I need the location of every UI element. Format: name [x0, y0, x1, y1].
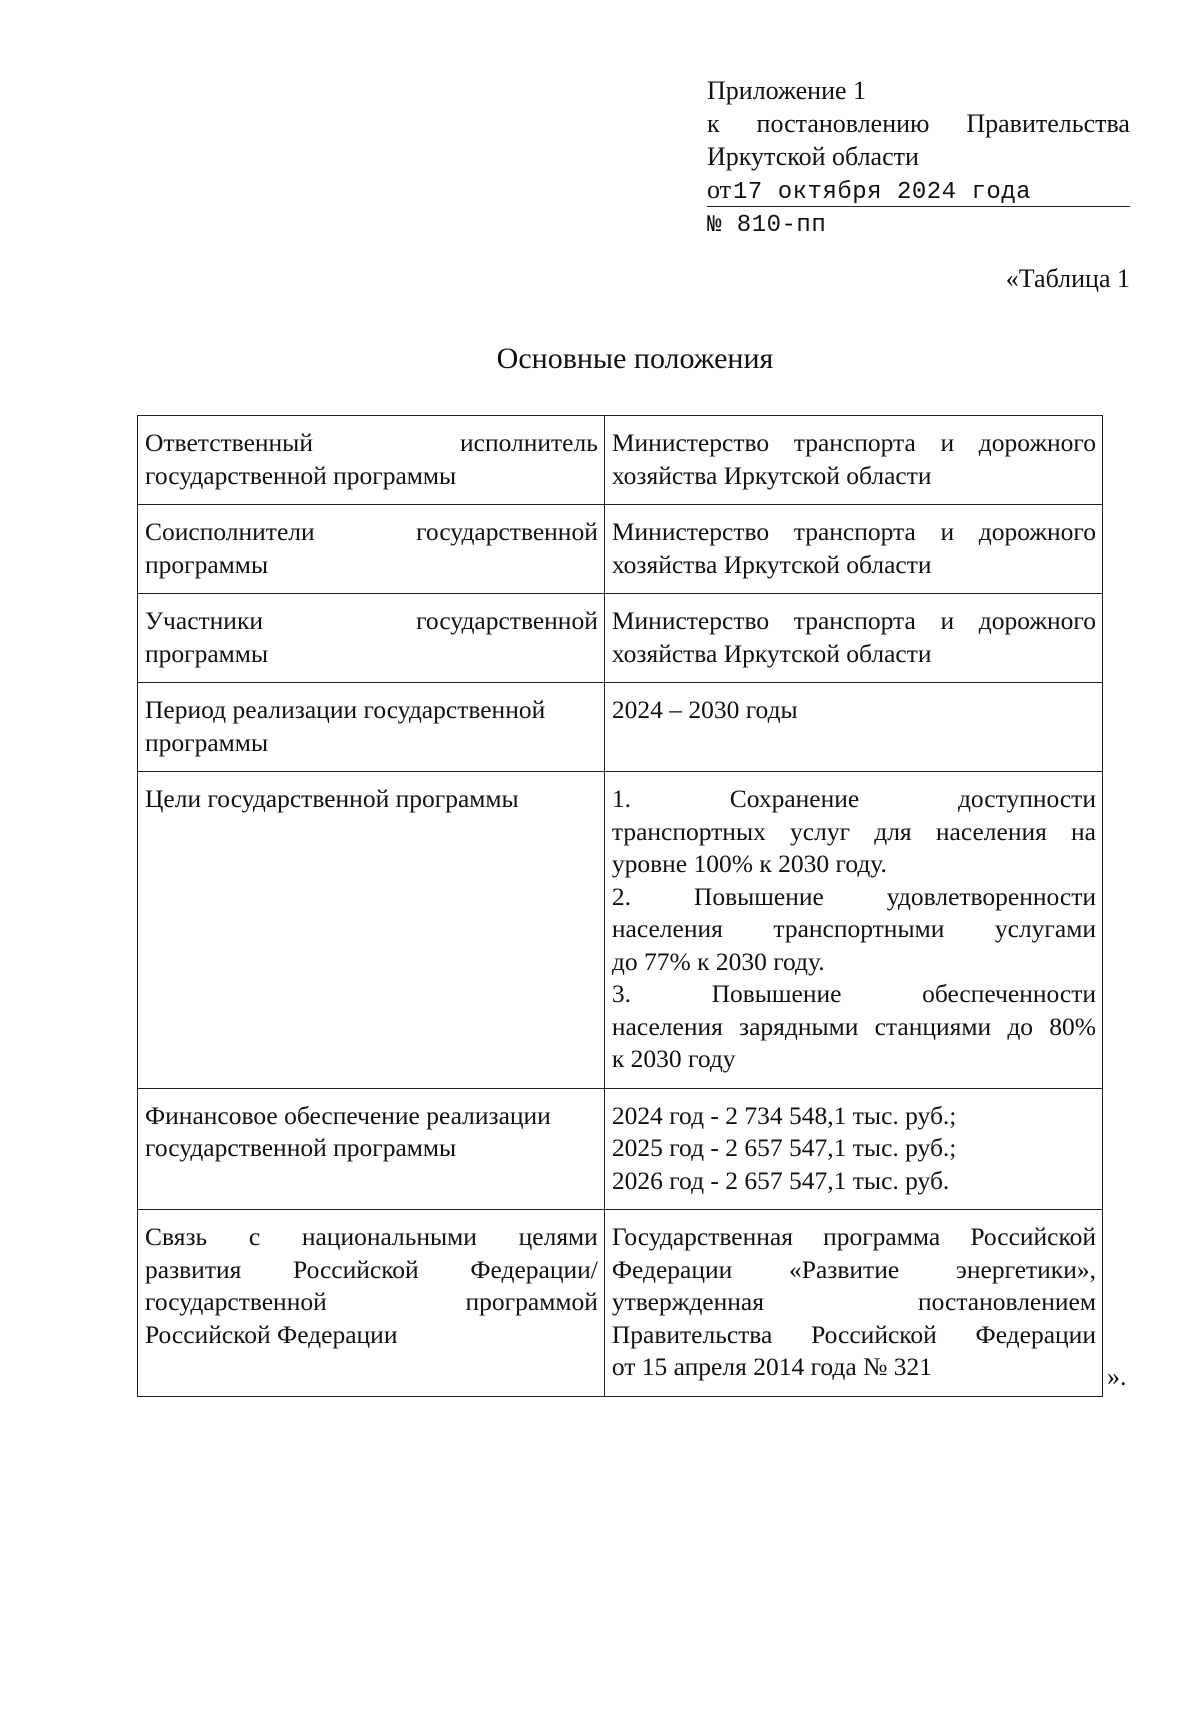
word: постановлением: [917, 1287, 1096, 1316]
word: Участники: [145, 606, 263, 635]
word: развития: [145, 1254, 242, 1284]
cell-line: [612, 1221, 1096, 1254]
word: «Развитие: [789, 1254, 900, 1284]
word: на: [1071, 816, 1096, 846]
word: 2.: [611, 881, 631, 911]
word: зарядными: [739, 1011, 859, 1041]
word: Государственная: [611, 1222, 793, 1251]
word: Российской: [811, 1319, 937, 1349]
table-cell: [138, 594, 605, 683]
cell-line: [612, 816, 1096, 849]
word: к: [707, 109, 720, 138]
word: исполнитель: [460, 428, 598, 457]
table-cell: [138, 772, 605, 1089]
word: транспорта: [793, 606, 916, 635]
word: Повышение: [711, 979, 842, 1008]
word: государственной: [416, 606, 598, 635]
table-cell: [604, 1210, 1102, 1397]
cell-line: программы: [145, 727, 269, 757]
word: и: [940, 606, 955, 635]
appendix-line: Приложение 1: [707, 76, 867, 105]
word: населения: [935, 816, 1047, 846]
table-cell: [604, 416, 1102, 505]
word: Федерации: [975, 1319, 1096, 1349]
table-row: [138, 1088, 1103, 1210]
word: с: [248, 1222, 261, 1251]
cell-line: государственной программы: [145, 1133, 457, 1162]
table-cell: [604, 594, 1102, 683]
word: Связь: [145, 1222, 208, 1251]
cell-line: [145, 605, 598, 638]
cell-line: Цели государственной программы: [145, 784, 519, 813]
cell-line: Российской Федерации: [145, 1319, 398, 1349]
table-row: [138, 416, 1103, 505]
table-row: [138, 772, 1103, 1089]
financing-line: 2025 год - 2 657 547,1 тыс. руб.;: [611, 1133, 957, 1162]
cell-line: уровне 100% к 2030 году.: [611, 849, 887, 878]
word: транспортными: [773, 914, 945, 943]
word: обеспеченности: [922, 979, 1096, 1008]
cell-line: [145, 1286, 598, 1319]
table-label: «Таблица 1: [1005, 264, 1130, 293]
appendix-line: Иркутской области: [707, 142, 919, 171]
word: Российской: [293, 1254, 419, 1284]
word: целями: [518, 1222, 598, 1251]
word: дорожного: [978, 606, 1096, 635]
cell-line: [612, 516, 1096, 549]
word: для: [874, 816, 912, 846]
word: государственной: [145, 1287, 327, 1316]
word: Министерство: [611, 606, 770, 635]
goal-item: [612, 978, 1096, 1076]
cell-line: [612, 1319, 1096, 1352]
cell-line: [612, 1286, 1096, 1319]
word: услуг: [790, 816, 851, 846]
word: дорожного: [978, 428, 1096, 457]
cell-line: хозяйства Иркутской области: [611, 460, 932, 490]
word: 3.: [611, 979, 631, 1008]
cell-line: [612, 1011, 1096, 1044]
word: 80%: [1049, 1011, 1096, 1041]
cell-line: [145, 1221, 598, 1254]
cell-line: [145, 516, 598, 549]
word: Министерство: [611, 428, 770, 457]
word: Российской: [970, 1222, 1096, 1251]
cell-line: [612, 783, 1096, 816]
word: транспорта: [793, 517, 916, 546]
appendix-line: [707, 107, 1130, 140]
table-row: [138, 683, 1103, 772]
word: Федерации: [611, 1254, 733, 1284]
word: Правительства: [611, 1319, 773, 1349]
word: 1.: [611, 784, 631, 813]
cell-line: [145, 1254, 598, 1287]
table-row: [138, 1210, 1103, 1397]
word: транспорта: [793, 428, 916, 457]
word: Повышение: [693, 881, 824, 911]
cell-line: к 2030 году: [611, 1044, 736, 1073]
document-number: № 810-пп: [707, 212, 827, 239]
word: удовлетворенности: [886, 881, 1096, 911]
goal-item: [612, 783, 1096, 881]
cell-line: Финансовое обеспечение реализации: [145, 1100, 551, 1130]
main-table: [137, 415, 1103, 1397]
word: Министерство: [611, 517, 770, 546]
cell-line: [612, 427, 1096, 460]
document-title: Основные положения: [496, 342, 774, 375]
word: Правительства: [966, 109, 1130, 138]
word: и: [940, 517, 955, 546]
cell-line: от 15 апреля 2014 года № 321: [611, 1352, 933, 1381]
cell-line: [612, 1254, 1096, 1287]
cell-line: программы: [145, 549, 269, 579]
word: Соисполнители: [145, 517, 315, 546]
table-row: [138, 505, 1103, 594]
word: Ответственный: [145, 428, 313, 457]
table-cell: [138, 683, 605, 772]
word: дорожного: [978, 517, 1096, 546]
financing-line: 2026 год - 2 657 547,1 тыс. руб.: [611, 1165, 950, 1195]
table-cell: [138, 416, 605, 505]
closing-quote: ».: [1107, 1362, 1127, 1391]
goal-item: [612, 881, 1096, 979]
table-cell: [604, 683, 1102, 772]
word: доступности: [957, 784, 1096, 813]
table-cell: [138, 1210, 605, 1397]
word: станциями: [874, 1011, 992, 1041]
cell-line: 2024 – 2030 годы: [611, 695, 798, 724]
word: Сохранение: [729, 784, 860, 813]
word: населения: [611, 1011, 723, 1041]
word: программа: [823, 1222, 941, 1251]
table-cell: [138, 1088, 605, 1210]
word: до: [1007, 1011, 1034, 1041]
word: государственной: [416, 517, 598, 546]
financing-line: 2024 год - 2 734 548,1 тыс. руб.;: [611, 1100, 957, 1130]
word: программой: [465, 1287, 598, 1316]
cell-line: Период реализации государственной: [145, 695, 546, 724]
word: населения: [611, 914, 723, 943]
table-cell: [604, 772, 1102, 1089]
table-cell: [604, 505, 1102, 594]
cell-line: [612, 605, 1096, 638]
word: Федерации/: [470, 1254, 598, 1284]
word: утвержденная: [611, 1287, 764, 1316]
date-value: 17 октября 2024 года: [733, 179, 1032, 206]
cell-line: программы: [145, 638, 269, 668]
table-row: [138, 594, 1103, 683]
cell-line: [145, 427, 598, 460]
word: и: [940, 428, 955, 457]
cell-line: государственной программы: [145, 460, 457, 490]
cell-line: [612, 913, 1096, 946]
cell-line: [612, 881, 1096, 914]
appendix-date-row: [707, 173, 1130, 207]
word: услугами: [994, 914, 1096, 943]
appendix-header: [707, 74, 1130, 242]
cell-line: хозяйства Иркутской области: [611, 549, 932, 579]
cell-line: хозяйства Иркутской области: [611, 638, 932, 668]
word: постановлению: [756, 109, 930, 138]
cell-line: [612, 978, 1096, 1011]
word: транспортных: [611, 816, 766, 846]
table-cell: [604, 1088, 1102, 1210]
word: национальными: [301, 1222, 477, 1251]
word: энергетики»,: [955, 1254, 1096, 1284]
table-cell: [138, 505, 605, 594]
cell-line: до 77% к 2030 году.: [611, 946, 825, 976]
date-prefix: от: [707, 175, 732, 204]
